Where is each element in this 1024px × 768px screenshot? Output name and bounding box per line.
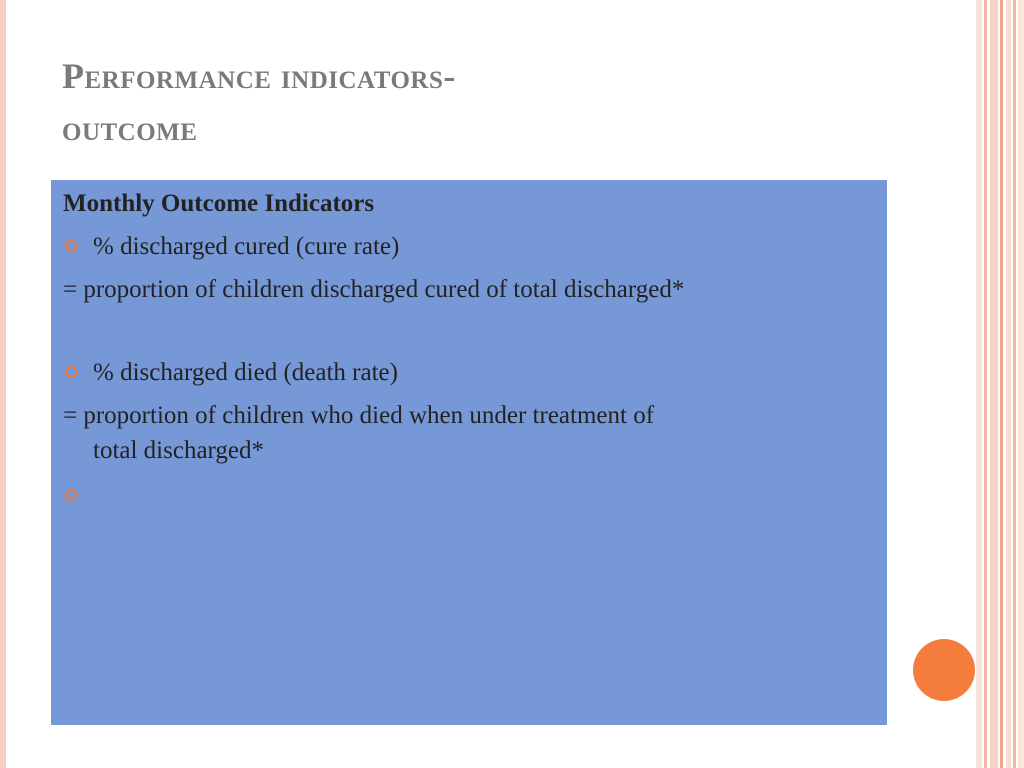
paragraph-spacer <box>63 307 877 355</box>
definition-death-rate <box>63 398 877 468</box>
bullet-item-cure-rate <box>63 229 877 264</box>
definition-death-rate-line-2: total discharged* <box>93 437 265 464</box>
bullet-item-empty <box>63 478 877 513</box>
slide-title-line-2: outcome <box>62 108 198 148</box>
hollow-circle-bullet-icon <box>65 240 77 252</box>
right-decorative-frame <box>976 0 1024 768</box>
left-decorative-stripe <box>0 0 6 768</box>
hollow-circle-bullet-icon <box>65 489 77 501</box>
content-text-area <box>63 186 877 521</box>
content-box <box>51 180 887 725</box>
orange-circle-icon <box>913 639 975 701</box>
bullet-text-cure-rate: % discharged cured (cure rate) <box>93 233 400 260</box>
bullet-text-death-rate: % discharged died (death rate) <box>93 359 398 386</box>
definition-death-rate-line-1: = proportion of children who died when under treatment of <box>63 402 655 429</box>
content-heading: Monthly Outcome Indicators <box>63 190 375 217</box>
slide-title-line-1: Performance indicators- <box>62 56 456 96</box>
bullet-item-death-rate <box>63 355 877 390</box>
hollow-circle-bullet-icon <box>65 366 77 378</box>
definition-cure-rate: = proportion of children discharged cured of total discharged* <box>63 276 685 303</box>
slide-title <box>62 50 962 154</box>
